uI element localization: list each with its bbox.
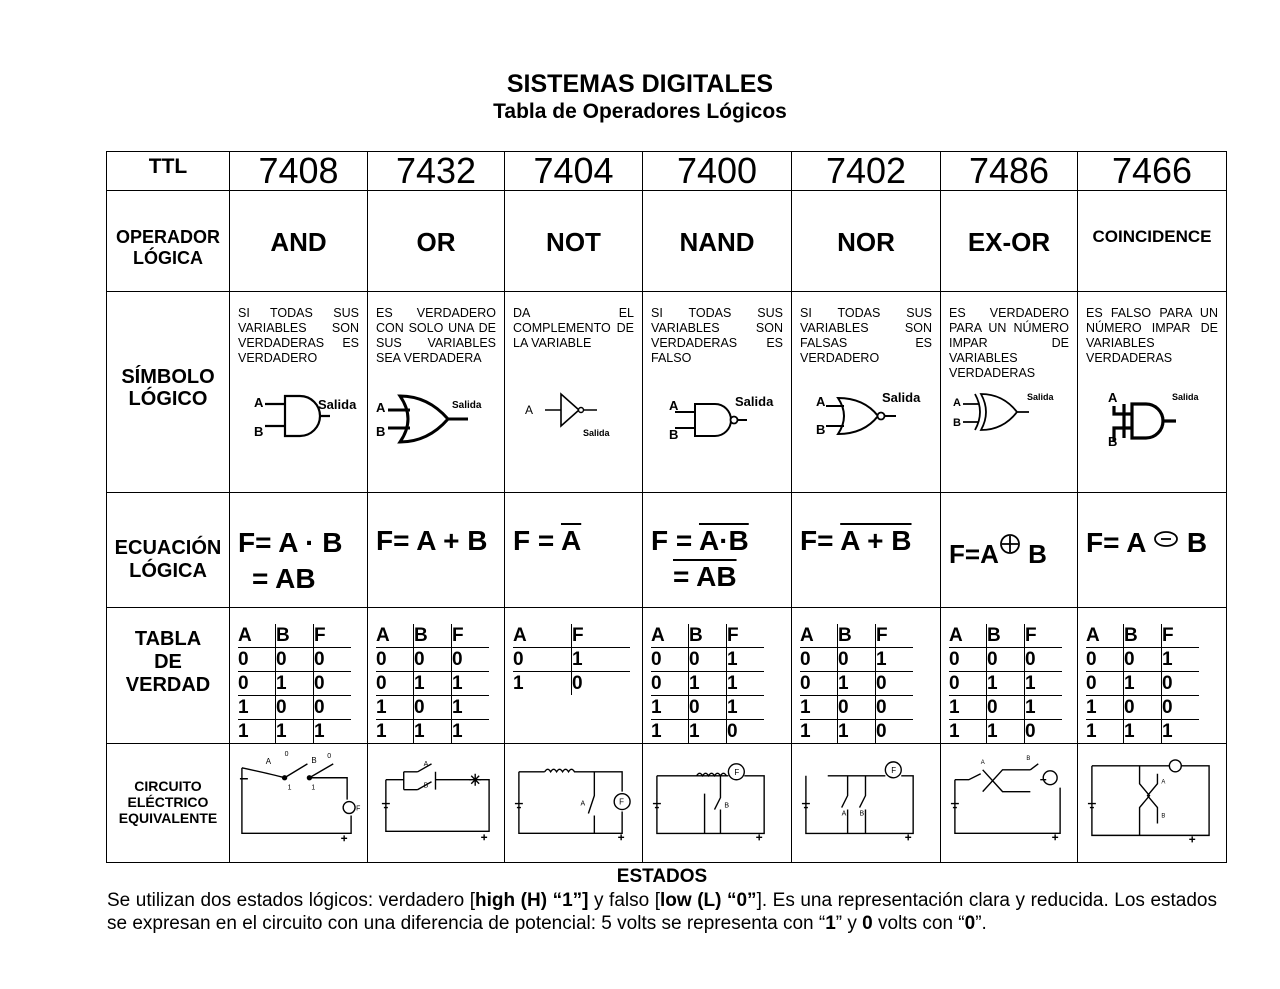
truth-cell: 1: [238, 720, 276, 744]
truth-row: [513, 648, 630, 672]
truth-table: [238, 624, 351, 743]
truth-row: [651, 696, 764, 720]
truth-cell: 0: [800, 648, 838, 672]
tabla-label-1: TABLA: [134, 628, 202, 650]
truth-row: [238, 720, 351, 744]
truth-table: [513, 624, 630, 695]
truth-cell: A: [376, 624, 414, 648]
op-name-xnor: COINCIDENCE: [1078, 191, 1227, 292]
eq-cell-nor: [792, 493, 941, 608]
truth-cell: 1: [949, 720, 987, 744]
truth-cell: 1: [276, 720, 314, 744]
gate-label-salida: Salida: [735, 394, 774, 409]
truth-row: [1086, 648, 1199, 672]
truth-cell: 1: [1086, 696, 1124, 720]
circuit-label-a: A: [265, 756, 272, 766]
truth-cell: A: [800, 624, 838, 648]
gate-label-b: B: [669, 427, 679, 442]
eq-and-line2: = AB: [252, 563, 316, 594]
tt-cell-xnor: [1078, 608, 1227, 744]
ttl-xnor: 7466: [1078, 152, 1227, 191]
truth-cell: 0: [238, 672, 276, 696]
eq-nand: [643, 493, 791, 595]
truth-cell: F: [452, 624, 490, 648]
circuit-label-a: A: [423, 760, 429, 768]
eq-or: F= A + B: [376, 525, 488, 556]
truth-cell: 0: [414, 648, 452, 672]
truth-cell: 1: [513, 672, 572, 696]
ttl-nor: 7402: [792, 152, 941, 191]
truth-cell: 1: [876, 648, 914, 672]
estados-bold-2: low (L) “0”: [660, 890, 757, 911]
truth-cell: 0: [987, 696, 1025, 720]
truth-cell: 1: [414, 720, 452, 744]
truth-cell: B: [987, 624, 1025, 648]
tabla-label-2: DE: [154, 651, 182, 673]
truth-table: [800, 624, 913, 743]
eq-not-pre: F =: [513, 525, 561, 556]
desc-xor: ES VERDADERO PARA UN NÚMERO IMPAR DE VARIABLES VERDADERAS: [949, 306, 1069, 380]
truth-row: [651, 720, 764, 744]
estados-text-6: ”.: [975, 913, 987, 934]
truth-row: [1086, 696, 1199, 720]
truth-cell: B: [838, 624, 876, 648]
eq-cell-not: [505, 493, 643, 608]
truth-row: [800, 672, 913, 696]
truth-cell: F: [727, 624, 765, 648]
truth-cell: B: [276, 624, 314, 648]
estados-text-5: volts con “: [872, 913, 965, 934]
truth-cell: 1: [376, 696, 414, 720]
circuito-label-2: ELÉCTRICO: [127, 794, 209, 810]
truth-row: [376, 720, 489, 744]
eq-nor-bar: A + B: [840, 525, 912, 556]
truth-header-row: [513, 624, 630, 648]
symbol-cell-xnor: [1078, 292, 1227, 493]
gate-label-b: B: [1108, 434, 1118, 449]
truth-cell: 1: [727, 672, 765, 696]
eq-and: [230, 493, 367, 597]
ttl-nand: 7400: [643, 152, 792, 191]
truth-header-row: [376, 624, 489, 648]
truth-cell: 1: [1124, 672, 1162, 696]
truth-cell: 1: [800, 696, 838, 720]
gate-label-b: B: [953, 417, 961, 429]
op-name-nor: NOR: [792, 191, 941, 292]
gate-label-b: B: [254, 424, 264, 439]
truth-cell: 0: [727, 721, 738, 742]
gate-label-a: A: [376, 400, 386, 415]
circuit-label-1b: 1: [311, 784, 316, 792]
estados-text-1: Se utilizan dos estados lógicos: verdadero [: [107, 890, 476, 911]
truth-cell: 0: [314, 648, 352, 672]
circuit-label-f: F: [891, 765, 897, 775]
truth-cell: 0: [651, 648, 689, 672]
tabla-label: [107, 608, 230, 744]
truth-cell: 1: [800, 720, 838, 744]
eq-cell-nand: [643, 493, 792, 608]
truth-cell: 0: [987, 648, 1025, 672]
truth-cell: B: [1124, 624, 1162, 648]
truth-cell: 0: [1162, 696, 1200, 720]
and-gate-icon: [230, 384, 368, 454]
circuito-label-3: EQUIVALENTE: [118, 810, 218, 826]
truth-cell: 1: [949, 696, 987, 720]
not-circuit-icon: [505, 744, 642, 862]
circuit-label-0b: 0: [327, 752, 332, 760]
tt-cell-nand: [643, 608, 792, 744]
truth-header-row: [949, 624, 1062, 648]
nand-circuit-icon: [643, 744, 791, 862]
truth-row: [800, 696, 913, 720]
ttl-label: TTL: [107, 152, 230, 191]
truth-cell: 1: [727, 648, 765, 672]
truth-cell: 0: [876, 672, 914, 696]
truth-table: [651, 624, 764, 743]
circuit-cell-nand: [643, 744, 792, 863]
tt-cell-xor: [941, 608, 1078, 744]
truth-cell: 0: [238, 648, 276, 672]
eq-cell-or: [368, 493, 505, 608]
truth-cell: 1: [452, 721, 463, 742]
truth-cell: 0: [949, 672, 987, 696]
simbolo-label-2: LÓGICO: [128, 388, 208, 410]
nor-circuit-icon: [792, 744, 940, 862]
circuit-label-0: 0: [284, 750, 289, 758]
truth-cell: 0: [1025, 648, 1063, 672]
truth-row: [949, 720, 1062, 744]
eq-nor-pre: F=: [800, 525, 841, 556]
truth-row: [376, 696, 489, 720]
circuit-cell-and: [230, 744, 368, 863]
estados-paragraph: [107, 889, 1217, 935]
gate-label-salida: Salida: [583, 428, 610, 438]
truth-cell: 1: [651, 696, 689, 720]
circuit-label-b: B: [1161, 813, 1166, 820]
truth-cell: 1: [727, 696, 765, 720]
ttl-not: 7404: [505, 152, 643, 191]
eq-nand-bar: A·B: [698, 525, 749, 556]
truth-cell: 1: [838, 672, 876, 696]
eq-xnor-pre: F= A: [1086, 527, 1154, 558]
ecuacion-label-1: ECUACIÓN: [114, 537, 222, 559]
estados-bold-3: 1: [825, 913, 836, 934]
truth-cell: 0: [376, 672, 414, 696]
ttl-and: 7408: [230, 152, 368, 191]
estados-bold-1: high (H) “1”]: [475, 890, 589, 911]
gate-label-salida: Salida: [1027, 392, 1054, 402]
gate-label-a: A: [953, 397, 961, 409]
tt-cell-not: [505, 608, 643, 744]
ecuacion-label: [107, 493, 230, 608]
symbol-cell-or: [368, 292, 505, 493]
circuit-label-b: B: [1026, 755, 1031, 762]
operador-label-2: LÓGICA: [133, 248, 203, 268]
symbol-cell-xor: [941, 292, 1078, 493]
truth-table: [1086, 624, 1199, 743]
truth-cell: 0: [572, 673, 583, 694]
series-circuit-icon: [230, 744, 367, 862]
estados-text-2: y falso [: [588, 890, 660, 911]
truth-cell: A: [513, 624, 572, 648]
truth-cell: B: [689, 624, 727, 648]
estados-title: ESTADOS: [616, 866, 708, 887]
desc-nor: SI TODAS SUS VARIABLES SON FALSAS ES VERDADERO: [800, 306, 932, 365]
circuit-label-a: A: [1161, 779, 1166, 786]
op-name-not: NOT: [505, 191, 643, 292]
truth-cell: 0: [414, 696, 452, 720]
tt-cell-nor: [792, 608, 941, 744]
truth-cell: 0: [689, 648, 727, 672]
symbol-cell-not: [505, 292, 643, 493]
parallel-circuit-icon: [368, 744, 504, 862]
truth-cell: 1: [572, 648, 631, 672]
eq-cell-and: [230, 493, 368, 608]
eq-xor-post: B: [1020, 539, 1047, 569]
ttl-xor: 7486: [941, 152, 1078, 191]
xnor-gate-icon: [1078, 384, 1227, 454]
simbolo-label: [107, 292, 230, 493]
truth-header-row: [1086, 624, 1199, 648]
gate-label-a: A: [254, 395, 264, 410]
gate-label-salida: Salida: [1172, 392, 1199, 402]
gate-label-a: A: [525, 403, 534, 417]
truth-cell: 0: [452, 648, 490, 672]
truth-cell: 0: [376, 648, 414, 672]
truth-cell: 1: [376, 720, 414, 744]
gate-label-salida: Salida: [452, 400, 482, 411]
truth-cell: F: [572, 624, 631, 648]
truth-cell: 0: [1124, 696, 1162, 720]
op-name-or: OR: [368, 191, 505, 292]
truth-row: [651, 648, 764, 672]
gate-label-b: B: [376, 424, 386, 439]
page-title: SISTEMAS DIGITALES: [506, 70, 774, 98]
circuito-label: [107, 744, 230, 863]
eq-not: [505, 493, 642, 559]
truth-header-row: [238, 624, 351, 648]
truth-row: [238, 672, 351, 696]
xnor-circuit-icon: [1078, 744, 1226, 862]
circuit-label-b: B: [311, 755, 317, 765]
simbolo-label-1: SÍMBOLO: [121, 366, 215, 388]
circuit-cell-xnor: [1078, 744, 1227, 863]
desc-and: SI TODAS SUS VARIABLES SON VERDADERAS ES VERDADERO: [238, 306, 359, 365]
circuit-label-f: F: [619, 797, 625, 807]
truth-row: [376, 648, 489, 672]
truth-cell: 1: [1162, 721, 1173, 742]
truth-row: [238, 648, 351, 672]
truth-row: [1086, 672, 1199, 696]
truth-cell: 1: [651, 720, 689, 744]
eq-cell-xor: [941, 493, 1078, 608]
truth-cell: 1: [276, 672, 314, 696]
xor-circuit-icon: [941, 744, 1077, 862]
xor-gate-icon: [941, 384, 1078, 454]
estados-text-4: ” y: [835, 913, 863, 934]
ttl-or: 7432: [368, 152, 505, 191]
truth-row: [376, 672, 489, 696]
circuit-cell-not: [505, 744, 643, 863]
truth-cell: F: [1162, 624, 1200, 648]
circuit-label-f: F: [356, 805, 361, 813]
truth-cell: 0: [800, 672, 838, 696]
truth-cell: 1: [689, 720, 727, 744]
truth-cell: 0: [876, 696, 914, 720]
gate-label-a: A: [669, 398, 679, 413]
circuit-cell-xor: [941, 744, 1078, 863]
truth-header-row: [651, 624, 764, 648]
xor-circle-plus-icon: [999, 533, 1021, 555]
truth-cell: F: [876, 624, 914, 648]
truth-cell: A: [238, 624, 276, 648]
truth-row: [651, 672, 764, 696]
circuit-label-a: A: [841, 810, 847, 818]
truth-cell: 0: [1086, 648, 1124, 672]
truth-cell: 1: [838, 720, 876, 744]
estados-bold-5: 0: [964, 913, 976, 934]
truth-cell: 1: [1124, 720, 1162, 744]
op-name-nand: NAND: [643, 191, 792, 292]
truth-cell: A: [651, 624, 689, 648]
truth-cell: 0: [949, 648, 987, 672]
truth-cell: 0: [689, 696, 727, 720]
circuito-label-1: CIRCUITO: [134, 778, 202, 794]
tabla-label-3: VERDAD: [125, 674, 211, 696]
truth-cell: 0: [838, 648, 876, 672]
circuit-label-a: A: [580, 800, 586, 808]
circuit-cell-or: [368, 744, 505, 863]
circuit-label-a: A: [980, 759, 985, 766]
truth-row: [238, 696, 351, 720]
or-gate-icon: [368, 384, 505, 454]
eq-not-bar: $\overline{A}$: [560, 525, 582, 556]
truth-table: [376, 624, 489, 743]
eq-xnor-post: B: [1179, 527, 1208, 558]
truth-cell: 1: [1086, 720, 1124, 744]
truth-cell: 0: [276, 696, 314, 720]
truth-cell: 0: [1025, 721, 1036, 742]
operador-label-1: OPERADOR: [115, 227, 220, 247]
tt-cell-or: [368, 608, 505, 744]
truth-cell: 1: [452, 672, 490, 696]
truth-cell: 0: [651, 672, 689, 696]
truth-cell: 1: [1025, 696, 1063, 720]
truth-row: [949, 672, 1062, 696]
nand-gate-icon: [643, 384, 792, 454]
truth-row: [800, 648, 913, 672]
truth-table: [949, 624, 1062, 743]
circuit-label-b: B: [859, 810, 865, 818]
truth-cell: 1: [1162, 648, 1200, 672]
circuit-label-b: B: [724, 802, 730, 810]
truth-cell: A: [1086, 624, 1124, 648]
truth-row: [800, 720, 913, 744]
truth-row: [949, 696, 1062, 720]
truth-cell: 0: [314, 696, 352, 720]
eq-nand-pre: F =: [651, 525, 699, 556]
truth-cell: 0: [876, 721, 887, 742]
gate-label-salida: Salida: [318, 397, 357, 412]
estados-bold-4: 0: [862, 913, 873, 934]
xnor-circle-dot-icon: [1153, 528, 1179, 550]
nor-gate-icon: [792, 384, 941, 454]
truth-cell: 0: [513, 648, 572, 672]
symbol-cell-and: [230, 292, 368, 493]
truth-cell: A: [949, 624, 987, 648]
truth-cell: 0: [1124, 648, 1162, 672]
truth-cell: 1: [1025, 672, 1063, 696]
truth-cell: 1: [452, 696, 490, 720]
truth-cell: 1: [314, 721, 325, 742]
truth-header-row: [800, 624, 913, 648]
ecuacion-label-2: LÓGICA: [129, 560, 207, 582]
page-subtitle: Tabla de Operadores Lógicos: [493, 100, 787, 123]
symbol-cell-nand: [643, 292, 792, 493]
truth-cell: F: [314, 624, 352, 648]
operators-table: [106, 151, 1227, 863]
circuit-label-f: F: [734, 767, 740, 777]
truth-cell: 0: [314, 672, 352, 696]
eq-xor-pre: F=A: [949, 539, 999, 569]
gate-label-a: A: [816, 394, 826, 409]
eq-nand-line2: = AB: [673, 561, 737, 592]
truth-row: [1086, 720, 1199, 744]
gate-label-salida: Salida: [882, 390, 921, 405]
truth-cell: B: [414, 624, 452, 648]
truth-cell: 1: [238, 696, 276, 720]
truth-cell: 0: [1086, 672, 1124, 696]
eq-xor: [941, 493, 1077, 572]
circuit-cell-nor: [792, 744, 941, 863]
truth-cell: 0: [838, 696, 876, 720]
truth-cell: 1: [987, 720, 1025, 744]
truth-cell: 0: [276, 648, 314, 672]
desc-xnor: ES FALSO PARA UN NÚMERO IMPAR DE VARIABLES VERDADERAS: [1086, 306, 1218, 365]
truth-cell: 1: [414, 672, 452, 696]
not-gate-icon: [505, 384, 643, 454]
truth-row: [949, 648, 1062, 672]
symbol-cell-nor: [792, 292, 941, 493]
desc-or: ES VERDADERO CON SOLO UNA DE SUS VARIABLES SEA VERDADERA: [376, 306, 496, 365]
op-name-xor: EX-OR: [941, 191, 1078, 292]
eq-cell-xnor: [1078, 493, 1227, 608]
operador-label: [107, 191, 230, 292]
truth-cell: 1: [689, 672, 727, 696]
truth-cell: 1: [987, 672, 1025, 696]
eq-nor: [792, 493, 940, 559]
desc-not: DA EL COMPLEMENTO DE LA VARIABLE: [513, 306, 634, 350]
gate-label-a: A: [1108, 390, 1118, 405]
truth-cell: F: [1025, 624, 1063, 648]
op-name-and: AND: [230, 191, 368, 292]
estados-text-3: ]. Es una representación clara y reducida. Los estados se expresan en el circuito con una diferencia de potencial: 5 volts se representa con “: [107, 890, 1217, 934]
eq-and-line1: F= A · B: [238, 527, 343, 558]
circuit-label-b: B: [423, 782, 429, 790]
truth-row: [513, 672, 630, 696]
eq-xnor: [1078, 493, 1226, 561]
tt-cell-and: [230, 608, 368, 744]
gate-label-b: B: [816, 422, 826, 437]
desc-nand: SI TODAS SUS VARIABLES SON VERDADERAS ES FALSO: [651, 306, 783, 365]
circuit-label-1: 1: [287, 784, 292, 792]
truth-cell: 0: [1162, 672, 1200, 696]
